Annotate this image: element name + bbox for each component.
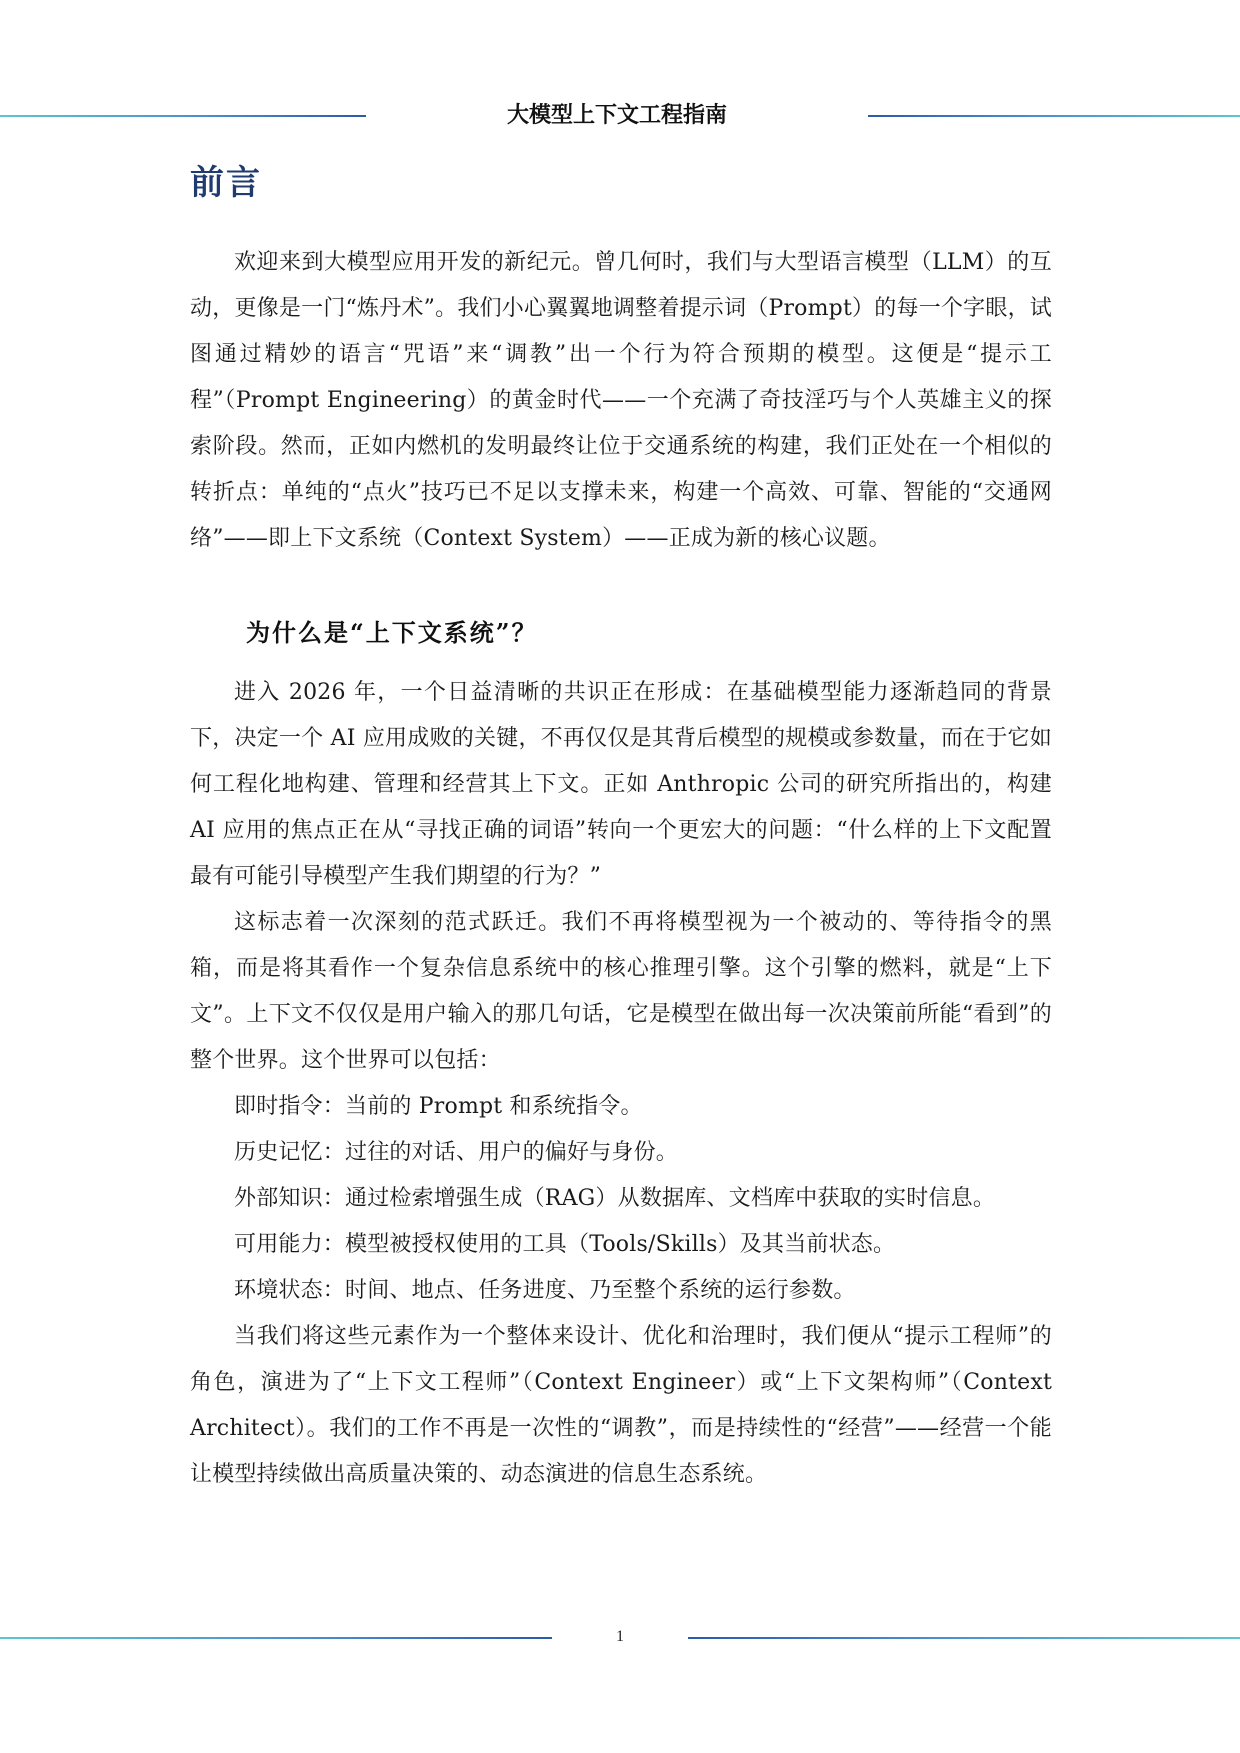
chapter-title: 前言 [190, 163, 262, 203]
section-heading: 为什么是“上下文系统”？ [246, 618, 538, 647]
footer-rule-right [688, 1637, 1240, 1639]
list-item-knowledge: 外部知识：通过检索增强生成（RAG）从数据库、文档库中获取的实时信息。 [234, 1186, 996, 1211]
intro-text-block [190, 240, 1052, 562]
paragraph: 欢迎来到大模型应用开发的新纪元。曾几何时，我们与大型语言模型（LLM）的互动，更像是一门“炼丹术”。我们小心翼翼地调整着提示词（Prompt）的每一个字眼，试图通过精妙的语言“咒语”来“调教”出一个行为符合预期的模型。这便是“提示工程”（Prompt Engineering）的黄金时代——一个充满了奇技淫巧与个人英雄主义的探索阶段。然而，正如内燃机的发明最终让位于交通系统的构建，我们正处在一个相似的转折点：单纯的“点火”技巧已不足以支撑未来，构建一个高效、可靠、智能的“交通网络”——即上下文系统（Context System）——正成为新的核心议题。 [190, 250, 1052, 551]
header-rule-left [0, 115, 366, 117]
list-item-environment: 环境状态：时间、地点、任务进度、乃至整个系统的运行参数。 [234, 1278, 856, 1303]
paragraph: 进入 2026 年，一个日益清晰的共识正在形成：在基础模型能力逐渐趋同的背景下，决定一个 AI 应用成败的关键，不再仅仅是其背后模型的规模或参数量，而在于它如何工程化地构建、管理和经营其上下文。正如 Anthropic 公司的研究所指出的，构建 AI 应用的焦点正在从“寻找正确的词语”转向一个更宏大的问题：“什么样的上下文配置最有可能引导模型产生我们期望的行为？” [190, 680, 1052, 889]
paragraph: 这标志着一次深刻的范式跃迁。我们不再将模型视为一个被动的、等待指令的黑箱，而是将其看作一个复杂信息系统中的核心推理引擎。这个引擎的燃料，就是“上下文”。上下文不仅仅是用户输入的那几句话，它是模型在做出每一次决策前所能“看到”的整个世界。这个世界可以包括： [190, 910, 1052, 1073]
list-item-memory: 历史记忆：过往的对话、用户的偏好与身份。 [234, 1140, 679, 1165]
paragraph: 当我们将这些元素作为一个整体来设计、优化和治理时，我们便从“提示工程师”的角色，演进为了“上下文工程师”（Context Engineer）或“上下文架构师”（Context Architect）。我们的工作不再是一次性的“调教”，而是持续性的“经营”——经营一个能让模型持续做出高质量决策的、动态演进的信息生态系统。 [190, 1324, 1052, 1487]
main-text-block [190, 670, 1052, 1498]
header-rule-right [868, 115, 1240, 117]
page-number: 1 [616, 1628, 624, 1645]
running-header-title: 大模型上下文工程指南 [506, 103, 727, 128]
footer-rule-left [0, 1637, 552, 1639]
list-item-instructions: 即时指令：当前的 Prompt 和系统指令。 [234, 1094, 643, 1119]
list-item-capabilities: 可用能力：模型被授权使用的工具（Tools/Skills）及其当前状态。 [234, 1232, 896, 1257]
